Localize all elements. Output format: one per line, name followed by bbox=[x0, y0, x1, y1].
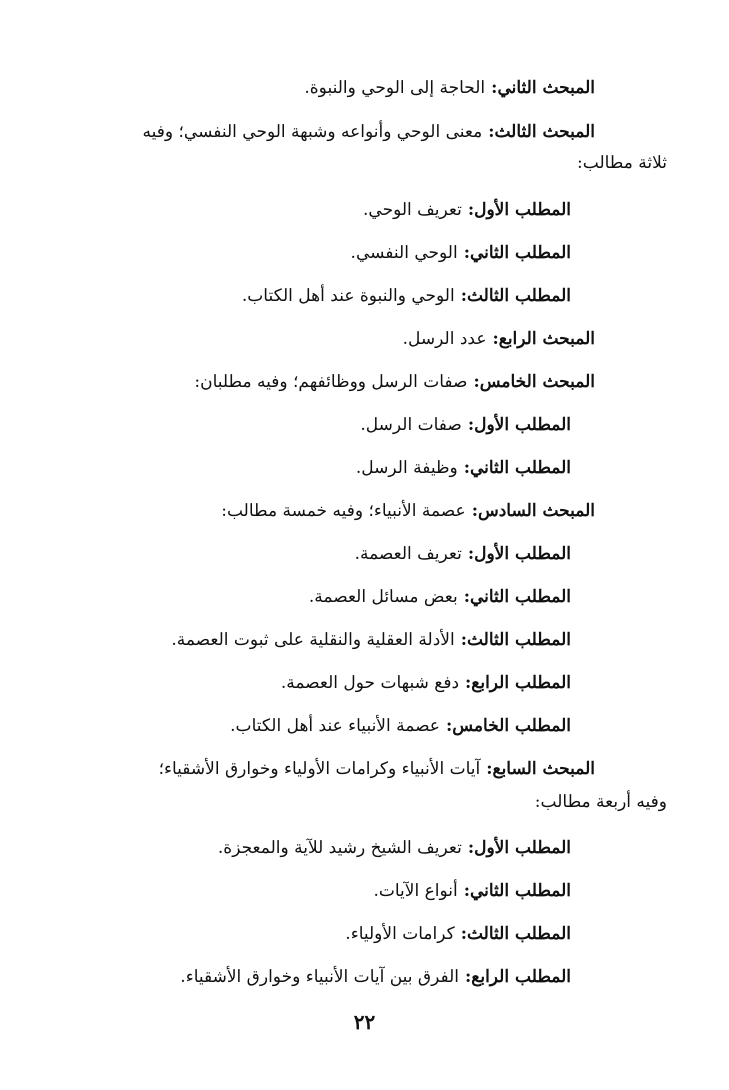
toc-subentry: المطلب الثاني:الوحي النفسي. bbox=[350, 243, 571, 263]
subsection-heading: المطلب الثاني bbox=[469, 243, 571, 263]
section-heading: المبحث الخامس bbox=[479, 372, 595, 392]
toc-subentry: المطلب الثالث:كرامات الأولياء. bbox=[345, 924, 571, 944]
section-title: آيات الأنبياء وكرامات الأولياء وخوارق الأشقياء؛ bbox=[158, 759, 481, 779]
section-title: عصمة الأنبياء؛ وفيه خمسة مطالب: bbox=[221, 501, 466, 521]
subsection-heading: المطلب الأول bbox=[474, 200, 571, 220]
subsection-title: الأدلة العقلية والنقلية على ثبوت العصمة. bbox=[171, 630, 455, 650]
subsection-heading: المطلب الأول bbox=[474, 544, 571, 564]
subsection-heading: المطلب الخامس bbox=[452, 716, 571, 736]
subsection-heading: المطلب الثاني bbox=[469, 881, 571, 901]
toc-entry: المبحث السابع:آيات الأنبياء وكرامات الأولياء وخوارق الأشقياء؛ bbox=[158, 759, 595, 779]
toc-subentry: المطلب الثاني:وظيفة الرسل. bbox=[355, 458, 571, 478]
subsection-heading: المطلب الرابع bbox=[471, 967, 571, 987]
toc-entry: المبحث الخامس:صفات الرسل ووظائفهم؛ وفيه مطلبان: bbox=[194, 372, 595, 392]
toc-subentry: المطلب الأول:تعريف العصمة. bbox=[354, 544, 571, 564]
toc-subentry: المطلب الثالث:الأدلة العقلية والنقلية على ثبوت العصمة. bbox=[171, 630, 571, 650]
subsection-heading: المطلب الأول bbox=[474, 415, 571, 435]
toc-subentry: المطلب الأول:تعريف الوحي. bbox=[363, 200, 571, 220]
section-heading: المبحث الثالث bbox=[494, 122, 595, 142]
subsection-heading: المطلب الرابع bbox=[471, 673, 571, 693]
section-title: عدد الرسل. bbox=[402, 329, 487, 349]
toc-subentry: المطلب الرابع:دفع شبهات حول العصمة. bbox=[280, 673, 571, 693]
subsection-heading: المطلب الثاني bbox=[469, 458, 571, 478]
subsection-title: الوحي النفسي. bbox=[350, 243, 458, 263]
subsection-heading: المطلب الثاني bbox=[469, 587, 571, 607]
subsection-title: الفرق بين آيات الأنبياء وخوارق الأشقياء. bbox=[180, 967, 460, 987]
toc-subentry: المطلب الأول:تعريف الشيخ رشيد للآية والمعجزة. bbox=[217, 838, 571, 858]
toc-subentry: المطلب الثاني:أنواع الآيات. bbox=[373, 881, 571, 901]
toc-entry: المبحث الرابع:عدد الرسل. bbox=[402, 329, 595, 349]
toc-entry: المبحث الثالث:معنى الوحي وأنواعه وشبهة الوحي النفسي؛ وفيه bbox=[142, 122, 595, 142]
toc-entry: المبحث السادس:عصمة الأنبياء؛ وفيه خمسة مطالب: bbox=[221, 501, 595, 521]
subsection-title: أنواع الآيات. bbox=[373, 881, 458, 901]
section-heading: المبحث السادس bbox=[477, 501, 595, 521]
page-number: ٢٢ bbox=[353, 1010, 376, 1034]
section-title: صفات الرسل ووظائفهم؛ وفيه مطلبان: bbox=[194, 372, 468, 392]
subsection-heading: المطلب الثالث bbox=[466, 924, 571, 944]
section-title: الحاجة إلى الوحي والنبوة. bbox=[304, 78, 486, 98]
subsection-title: تعريف الوحي. bbox=[363, 200, 462, 220]
section-heading: المبحث الثاني bbox=[497, 78, 595, 98]
subsection-heading: المطلب الثالث bbox=[466, 630, 571, 650]
subsection-title: تعريف العصمة. bbox=[354, 544, 462, 564]
subsection-title: الوحي والنبوة عند أهل الكتاب. bbox=[241, 286, 455, 306]
toc-subentry: المطلب الخامس:عصمة الأنبياء عند أهل الكتاب. bbox=[230, 716, 571, 736]
toc-subentry: المطلب الأول:صفات الرسل. bbox=[360, 415, 571, 435]
toc-subentry: المطلب الثالث:الوحي والنبوة عند أهل الكتاب. bbox=[241, 286, 571, 306]
toc-subentry: المطلب الثاني:بعض مسائل العصمة. bbox=[308, 587, 571, 607]
subsection-title: دفع شبهات حول العصمة. bbox=[280, 673, 460, 693]
subsection-title: بعض مسائل العصمة. bbox=[308, 587, 458, 607]
section-heading: المبحث السابع bbox=[492, 759, 595, 779]
subsection-title: عصمة الأنبياء عند أهل الكتاب. bbox=[230, 716, 440, 736]
toc-entry: المبحث الثاني:الحاجة إلى الوحي والنبوة. bbox=[304, 78, 595, 98]
subsection-heading: المطلب الأول bbox=[474, 838, 571, 858]
subsection-title: صفات الرسل. bbox=[360, 415, 462, 435]
section-heading: المبحث الرابع bbox=[498, 329, 595, 349]
subsection-title: وظيفة الرسل. bbox=[355, 458, 458, 478]
toc-subentry: المطلب الرابع:الفرق بين آيات الأنبياء وخوارق الأشقياء. bbox=[180, 967, 571, 987]
toc-entry-continuation: ثلاثة مطالب: bbox=[577, 153, 667, 173]
toc-entry-continuation: وفيه أربعة مطالب: bbox=[534, 792, 667, 812]
subsection-heading: المطلب الثالث bbox=[466, 286, 571, 306]
section-title: معنى الوحي وأنواعه وشبهة الوحي النفسي؛ وفيه bbox=[142, 122, 483, 142]
subsection-title: تعريف الشيخ رشيد للآية والمعجزة. bbox=[217, 838, 462, 858]
subsection-title: كرامات الأولياء. bbox=[345, 924, 455, 944]
